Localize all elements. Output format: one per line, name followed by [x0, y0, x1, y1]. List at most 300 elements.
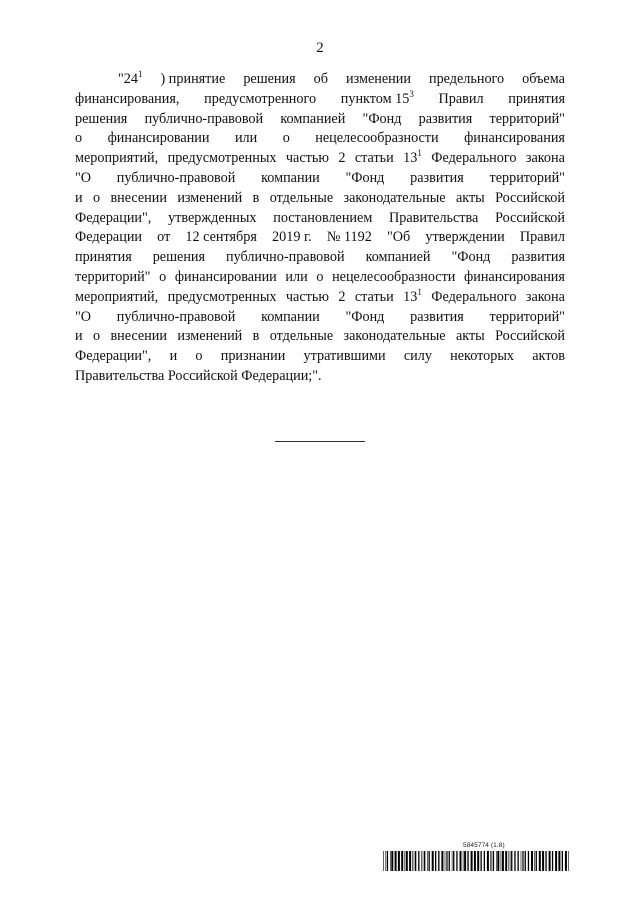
barcode-bar — [510, 851, 511, 871]
word — [117, 169, 236, 189]
text-line — [75, 149, 565, 169]
word-text: утверждении — [425, 229, 505, 246]
barcode-bar — [477, 851, 479, 871]
barcode-bar — [492, 851, 493, 871]
word — [226, 248, 345, 268]
word — [153, 248, 205, 268]
word-text: постановлением — [273, 209, 373, 226]
word — [108, 129, 210, 149]
word — [75, 308, 91, 328]
barcode-bar — [552, 851, 553, 871]
word-text: изменений — [177, 189, 243, 206]
word — [285, 268, 307, 288]
word-text: компании — [261, 169, 320, 186]
word — [110, 327, 167, 347]
word — [75, 367, 322, 387]
barcode-bar — [418, 851, 419, 871]
word — [221, 347, 286, 367]
word — [261, 169, 320, 189]
word — [286, 149, 329, 169]
word — [168, 149, 277, 169]
word — [344, 189, 446, 209]
word-text: о — [159, 268, 167, 285]
word — [159, 268, 166, 288]
word-text: частью — [285, 150, 329, 167]
word-text: "О — [75, 169, 92, 186]
text-line — [75, 268, 565, 288]
word — [439, 90, 484, 110]
word — [175, 268, 277, 288]
word-text: закона — [525, 150, 565, 167]
word — [346, 308, 385, 328]
word — [346, 169, 385, 189]
barcode-bar — [539, 851, 541, 871]
word — [235, 129, 257, 149]
word-text: предусмотренного — [204, 90, 317, 107]
word-text: и — [169, 348, 178, 365]
word-text: принятия — [75, 249, 132, 266]
word-text: ) принятие — [160, 71, 226, 87]
word — [168, 209, 256, 229]
barcode-bar — [390, 851, 391, 871]
word — [429, 70, 504, 90]
word-text: территорий" — [75, 268, 151, 285]
text-line — [75, 248, 565, 268]
word-text: развития — [410, 308, 464, 325]
word-text: предусмотренных — [167, 288, 277, 305]
word-text: Федерации", — [75, 348, 152, 365]
document-code: 5845774 (1.8) — [463, 842, 505, 849]
word — [315, 129, 438, 149]
text-line — [75, 288, 565, 308]
word — [520, 228, 565, 248]
word-text: мероприятий, — [75, 150, 159, 167]
word — [270, 327, 333, 347]
word — [338, 149, 345, 169]
barcode-bar — [523, 851, 524, 871]
word — [490, 110, 565, 130]
page-number: 2 — [316, 40, 324, 56]
word — [389, 209, 478, 229]
word-text: предельного — [429, 71, 505, 87]
word-text: или — [234, 130, 258, 147]
text-line — [75, 189, 565, 209]
word — [410, 308, 464, 328]
text-line — [75, 110, 565, 130]
word-text: отдельные — [269, 328, 334, 345]
barcode-bar — [568, 851, 569, 871]
word — [511, 248, 565, 268]
word — [280, 110, 345, 130]
word-text: 13 — [403, 288, 418, 305]
barcode-bar — [409, 851, 411, 871]
barcode-bar — [534, 851, 535, 871]
barcode-bar — [522, 851, 523, 871]
barcode-bar — [531, 851, 533, 871]
word-text: решения — [243, 71, 296, 87]
text-line — [75, 90, 565, 110]
word-text: финансировании — [174, 268, 277, 285]
barcode-bar — [424, 851, 425, 871]
word — [75, 209, 151, 229]
word-text: компанией — [280, 110, 346, 127]
word — [170, 347, 178, 367]
word — [177, 327, 242, 347]
word — [270, 189, 333, 209]
barcode-bar — [493, 851, 494, 871]
word — [75, 129, 82, 149]
word-text: некоторых — [450, 348, 514, 365]
word — [495, 327, 565, 347]
word — [204, 90, 316, 110]
barcode-bar — [432, 851, 434, 871]
word — [75, 149, 158, 169]
barcode-bar — [511, 851, 512, 871]
word-text: статьи — [354, 150, 394, 167]
word — [456, 327, 485, 347]
word — [75, 110, 127, 130]
word-text: "Фонд — [345, 308, 385, 325]
word — [283, 129, 290, 149]
word-text: территорий" — [489, 110, 565, 127]
barcode-bar — [481, 851, 482, 871]
word — [272, 228, 312, 248]
word — [495, 189, 565, 209]
word — [464, 268, 565, 288]
word-text: внесении — [110, 328, 167, 345]
word-text: от — [157, 229, 171, 246]
barcode-bar — [412, 851, 413, 871]
word-text: и — [75, 328, 83, 345]
barcode-bar — [414, 851, 415, 871]
word-text: 13 — [403, 150, 418, 167]
word-text: законодательные — [343, 189, 446, 206]
word — [522, 70, 565, 90]
barcode-bar — [528, 851, 529, 871]
word — [363, 110, 402, 130]
word — [404, 347, 432, 367]
word-text: принятия — [508, 90, 565, 107]
word-text: публично-правовой — [226, 249, 345, 266]
barcode-bar — [505, 851, 507, 871]
word-text: публично-правовой — [116, 308, 236, 325]
word-text: статьи — [354, 288, 394, 305]
barcode-bar — [447, 851, 448, 871]
word — [273, 209, 372, 229]
barcode-bar — [487, 851, 489, 871]
barcode-bar — [565, 851, 567, 871]
word — [75, 288, 158, 308]
word — [286, 288, 329, 308]
word-text: Федерации", — [75, 209, 152, 226]
word — [410, 169, 464, 189]
barcode-bar — [497, 851, 499, 871]
barcode-bar — [545, 851, 546, 871]
word — [253, 327, 260, 347]
barcode-bar — [471, 851, 473, 871]
word — [526, 288, 565, 308]
word — [117, 308, 236, 328]
superscript: 1 — [137, 69, 143, 79]
word — [243, 70, 295, 90]
word-text: территорий" — [489, 169, 565, 186]
word — [387, 228, 410, 248]
barcode-bar — [525, 851, 526, 871]
barcode-bar — [514, 851, 515, 871]
word — [75, 228, 142, 248]
barcode-bar — [387, 851, 388, 871]
word — [451, 248, 490, 268]
word-text: и — [75, 189, 83, 206]
word — [314, 70, 328, 90]
superscript: 1 — [417, 286, 422, 297]
word — [344, 327, 446, 347]
barcode-bar — [435, 851, 436, 871]
barcode-bar — [502, 851, 504, 871]
barcode-bar — [521, 851, 522, 871]
word — [450, 347, 514, 367]
word-text: отдельные — [269, 189, 334, 206]
barcode-bar — [490, 851, 491, 871]
text-line — [75, 347, 565, 367]
superscript: 3 — [409, 88, 414, 99]
word — [75, 268, 150, 288]
word — [253, 189, 260, 209]
word — [526, 149, 565, 169]
barcode-bar — [484, 851, 485, 871]
word — [490, 308, 565, 328]
word-text: финансирования — [464, 268, 565, 285]
word — [75, 347, 151, 367]
word-text: решения — [152, 249, 206, 266]
word-text: "О — [75, 308, 92, 325]
word — [93, 327, 100, 347]
barcode-bar — [463, 851, 464, 871]
barcode-bar — [460, 851, 462, 871]
word — [532, 347, 565, 367]
word-text: развития — [511, 249, 565, 266]
text-line — [75, 209, 565, 229]
word-text: мероприятий, — [75, 288, 159, 305]
word-text: Российской — [495, 328, 565, 345]
word — [304, 347, 386, 367]
word — [425, 228, 504, 248]
word — [366, 248, 431, 268]
word-text: 2 — [338, 288, 346, 305]
word-text: о — [75, 130, 83, 147]
word-text: финансирования, — [75, 90, 180, 107]
barcode-bar — [383, 851, 384, 871]
barcode-bar — [421, 851, 422, 871]
word-text: № 1192 — [326, 229, 372, 246]
word-text: Правительства — [389, 209, 479, 226]
word — [168, 288, 277, 308]
word-text: 12 сентября — [185, 229, 257, 246]
barcode-bar — [558, 851, 560, 871]
word-text: признании — [220, 348, 286, 365]
barcode-bar — [518, 851, 519, 871]
word-text: о — [282, 130, 290, 147]
word-text: объема — [522, 71, 565, 87]
word — [508, 90, 565, 110]
word-text: законодательные — [343, 328, 446, 345]
barcode-bar — [456, 851, 457, 871]
word-text: финансировании — [107, 130, 210, 147]
barcode-bar — [449, 851, 450, 871]
barcode-bar — [453, 851, 454, 871]
barcode-bar — [441, 851, 443, 871]
text-line — [75, 367, 565, 387]
barcode-bar — [406, 851, 408, 871]
barcode-bar — [536, 851, 537, 871]
barcode-bar — [391, 851, 393, 871]
word-text: 2 — [338, 150, 346, 167]
barcode-bar — [427, 851, 428, 871]
word-text: Российской — [495, 189, 565, 206]
barcode-bar — [562, 851, 563, 871]
barcode-bar — [446, 851, 447, 871]
barcode-bar — [496, 851, 497, 871]
word — [346, 70, 411, 90]
barcode-bar — [509, 851, 510, 871]
barcode-bar — [501, 851, 502, 871]
word — [157, 228, 170, 248]
word-text: о — [316, 268, 324, 285]
word-text: об — [313, 71, 328, 87]
word-text: Правительства Российской Федерации;". — [75, 367, 322, 384]
barcode-bar — [445, 851, 446, 871]
barcode-bar — [549, 851, 551, 871]
barcode-bar — [405, 851, 406, 871]
word — [341, 90, 414, 110]
barcode-bar — [467, 851, 468, 871]
word-text: или — [285, 268, 308, 285]
word — [145, 110, 264, 130]
word-text: актов — [532, 348, 565, 365]
word — [75, 189, 83, 209]
word — [75, 70, 142, 90]
text-line — [75, 327, 565, 347]
word-text: публично-правовой — [116, 169, 236, 186]
barcode-bar — [474, 851, 476, 871]
word — [332, 268, 455, 288]
word-text: нецелесообразности — [332, 268, 456, 285]
barcode-bar — [438, 851, 439, 871]
text-line — [75, 169, 565, 189]
word-text: о — [195, 348, 203, 365]
barcode-bar — [555, 851, 557, 871]
word-text: изменении — [346, 71, 411, 87]
word — [110, 189, 167, 209]
word-text: финансирования — [464, 130, 565, 147]
word-text: Правил — [519, 229, 565, 246]
barcode-bar — [395, 851, 397, 871]
word — [419, 110, 473, 130]
word-text: Федерального — [431, 150, 517, 167]
barcode-bar — [386, 851, 387, 871]
barcode-bar — [423, 851, 424, 871]
word-text: акты — [455, 189, 485, 206]
word-text: утвержденных — [168, 209, 257, 226]
barcode-bar — [542, 851, 544, 871]
word — [431, 149, 516, 169]
word — [93, 189, 100, 209]
word — [327, 228, 372, 248]
word — [403, 288, 422, 308]
word-text: "24 — [118, 71, 138, 87]
word — [185, 228, 256, 248]
text-line — [75, 129, 565, 149]
word — [431, 288, 516, 308]
word-text: утратившими — [303, 348, 386, 365]
word-text: Российской — [495, 209, 565, 226]
word-text: изменений — [177, 328, 243, 345]
barcode-bar — [429, 851, 430, 871]
word-text: "Об — [386, 229, 411, 246]
divider-line — [275, 441, 365, 442]
text-line — [75, 228, 565, 248]
barcode-bar — [401, 851, 403, 871]
word — [355, 288, 394, 308]
word-text: в — [252, 328, 260, 345]
word-text: внесении — [110, 189, 167, 206]
word-text: "Фонд — [362, 110, 402, 127]
word — [464, 129, 565, 149]
barcode-bar — [452, 851, 453, 871]
word-text: Правил — [438, 90, 484, 107]
word-text: о — [92, 189, 101, 206]
word-text: 2019 г. — [272, 229, 312, 246]
barcode-bar — [415, 851, 416, 871]
word — [355, 149, 394, 169]
word-text: частью — [285, 288, 329, 305]
text-line — [75, 70, 565, 90]
word-text: развития — [418, 110, 473, 127]
word — [177, 189, 242, 209]
word — [316, 268, 323, 288]
text-line — [75, 308, 565, 328]
word-text: публично-правовой — [144, 110, 264, 127]
word — [75, 169, 91, 189]
word — [495, 209, 565, 229]
word — [195, 347, 202, 367]
word-text: о — [92, 328, 101, 345]
word-text: предусмотренных — [167, 150, 277, 167]
word-text: нецелесообразности — [315, 130, 439, 147]
word — [75, 248, 132, 268]
word — [490, 169, 565, 189]
word-text: "Фонд — [345, 169, 385, 186]
word-text: развития — [410, 169, 464, 186]
word-text: Федерального — [431, 288, 517, 305]
word-text: компании — [261, 308, 320, 325]
word-text: закона — [525, 288, 565, 305]
barcode-bar — [398, 851, 400, 871]
word — [75, 90, 179, 110]
word — [456, 189, 485, 209]
word — [161, 70, 226, 90]
word-text: "Фонд — [451, 249, 491, 266]
word — [403, 149, 422, 169]
word-text: территорий" — [489, 308, 565, 325]
word-text: Федерации — [75, 229, 143, 246]
word-text: компанией — [365, 249, 431, 266]
word-text: силу — [403, 348, 432, 365]
superscript: 1 — [417, 148, 422, 159]
word — [75, 327, 83, 347]
paragraph-body — [75, 70, 565, 387]
word — [338, 288, 345, 308]
